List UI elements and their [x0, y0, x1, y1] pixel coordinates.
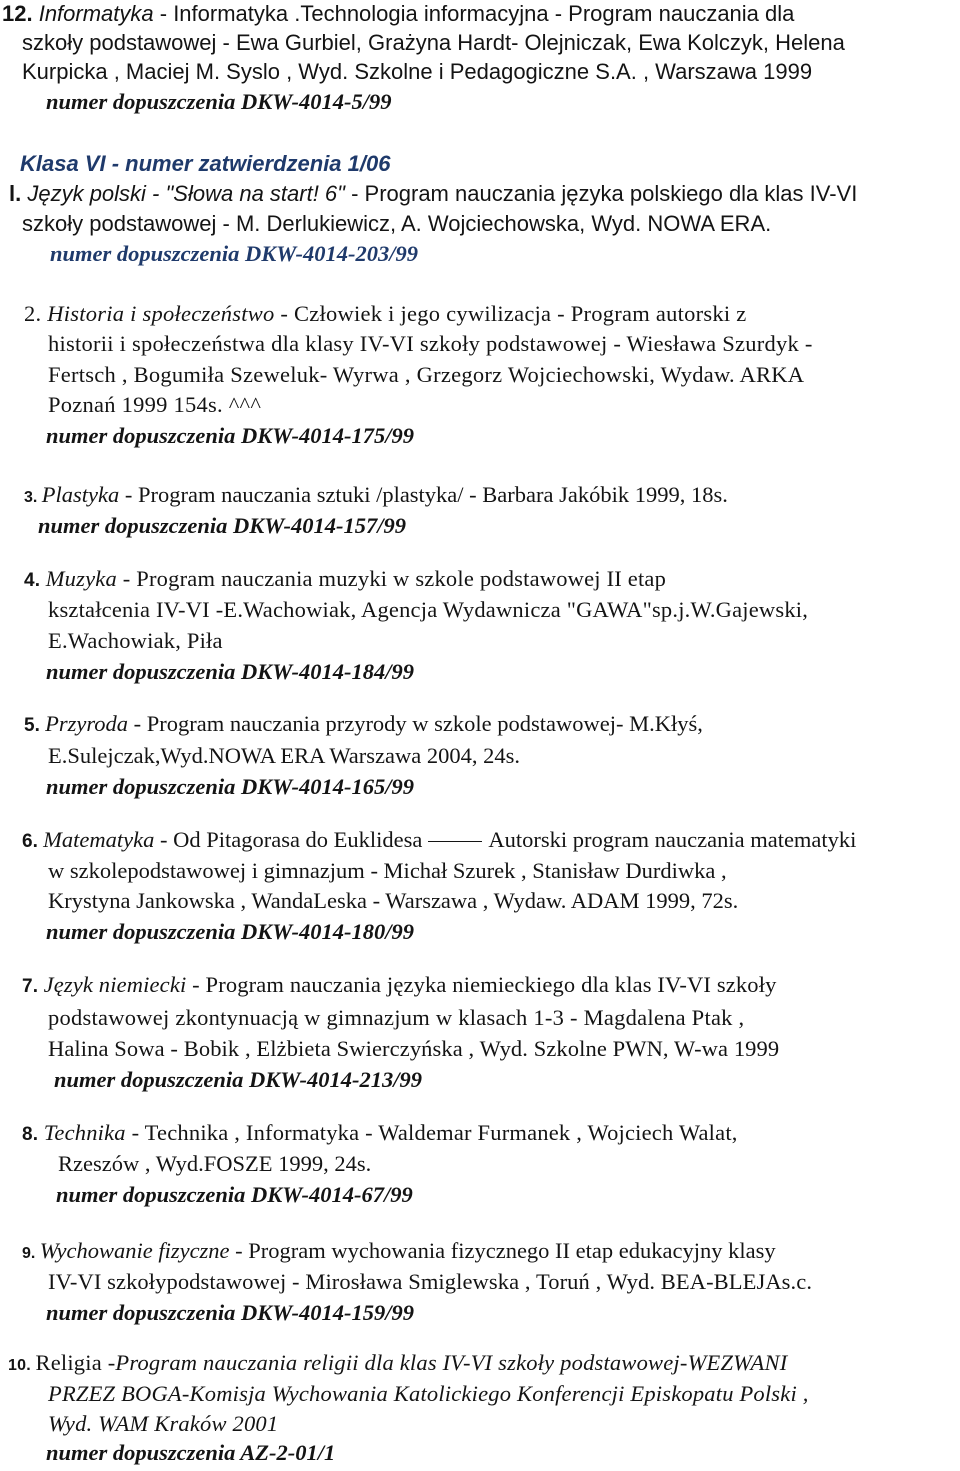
- item-8-number: 8.: [22, 1124, 44, 1145]
- item-1-number: l.: [9, 181, 28, 206]
- item-1-title: - Program nauczania języka polskiego dla klas IV-VI: [344, 181, 858, 206]
- item-5-line-2: E.Sulejczak,Wyd.NOWA ERA Warszawa 2004, 24s.: [48, 743, 520, 768]
- item-3-subject: Plastyka: [41, 482, 120, 507]
- item-1-subject: Język polski - "Słowa na start! 6": [27, 181, 345, 206]
- item-10-line-2: PRZEZ BOGA-Komisja Wychowania Katolickiego Konferencji Episkopatu Polski ,: [48, 1381, 809, 1406]
- item-12-title: - Informatyka .Technologia informacyjna - Program nauczania dla: [153, 1, 795, 26]
- item-2-number: 2.: [24, 301, 48, 326]
- item-3-number: 3.: [24, 489, 42, 506]
- item-7-line-3: Halina Sowa - Bobik , Elżbieta Swierczyńska , Wyd. Szkolne PWN, W-wa 1999: [48, 1036, 780, 1061]
- item-12-subject: Informatyka: [38, 1, 154, 26]
- item-5-approval-number: numer dopuszczenia DKW-4014-165/99: [46, 774, 414, 799]
- item-6-line-2: w szkolepodstawowej i gimnazjum - Michał Szurek , Stanisław Durdiwka ,: [48, 858, 727, 883]
- item-8-approval-number: numer dopuszczenia DKW-4014-67/99: [56, 1182, 413, 1207]
- item-3-line-1: [24, 481, 728, 512]
- item-2-title: - Człowiek i jego cywilizacja - Program autorski z: [274, 301, 747, 326]
- item-12-number: 12.: [2, 1, 39, 26]
- item-2-line-4: Poznań 1999 154s. ^^^: [48, 392, 262, 417]
- item-7-number: 7.: [22, 976, 44, 997]
- item-8-title: - Technika , Informatyka - Waldemar Furmanek , Wojciech Walat,: [125, 1120, 738, 1145]
- item-9-subject: Wychowanie fizyczne: [39, 1238, 230, 1263]
- item-12-line-2: szkoły podstawowej - Ewa Gurbiel, Grażyna Hardt- Olejniczak, Ewa Kolczyk, Helena: [22, 30, 845, 55]
- item-8-subject: Technika: [43, 1120, 126, 1145]
- item-2-subject: Historia i społeczeństwo: [47, 301, 275, 326]
- item-7-title: - Program nauczania języka niemieckiego dla klas IV-VI szkoły: [186, 972, 777, 997]
- item-10-number: 10.: [8, 1357, 36, 1374]
- item-8-line-1: [22, 1119, 738, 1149]
- item-3-title: - Program nauczania sztuki /plastyka/ - Barbara Jakóbik 1999, 18s.: [119, 482, 728, 507]
- item-1-line-2: szkoły podstawowej - M. Derlukiewicz, A. Wojciechowska, Wyd. NOWA ERA.: [22, 211, 772, 236]
- item-6-title: - Od Pitagorasa do Euklidesa: [154, 827, 423, 852]
- item-2-approval-number: numer dopuszczenia DKW-4014-175/99: [46, 423, 414, 448]
- item-2-line-2: historii i społeczeństwa dla klasy IV-VI szkoły podstawowej - Wiesława Szurdyk -: [48, 331, 813, 356]
- item-9-approval-number: numer dopuszczenia DKW-4014-159/99: [46, 1300, 414, 1325]
- item-10-approval-number: numer dopuszczenia AZ-2-01/1: [46, 1440, 336, 1465]
- item-6-line-3: Krystyna Jankowska , WandaLeska - Warszawa , Wydaw. ADAM 1999, 72s.: [48, 888, 739, 913]
- item-1-line-1: [9, 180, 857, 208]
- item-4-line-3: E.Wachowiak, Piła: [48, 628, 223, 653]
- item-7-line-1: [22, 971, 777, 1001]
- item-10-subject: Religia -: [35, 1350, 116, 1375]
- item-6-approval-number: numer dopuszczenia DKW-4014-180/99: [46, 919, 414, 944]
- item-6-subject: Matematyka: [43, 827, 155, 852]
- item-2-line-1: [24, 300, 747, 328]
- item-5-title: - Program nauczania przyrody w szkole podstawowej- M.Kłyś,: [128, 711, 703, 736]
- item-9-number: 9.: [22, 1245, 40, 1262]
- item-4-line-1: [24, 565, 666, 595]
- item-9-line-1: [22, 1237, 776, 1268]
- item-7-line-2: podstawowej zkontynuacją w gimnazjum w klasach 1-3 - Magdalena Ptak ,: [48, 1005, 745, 1030]
- item-9-title: - Program wychowania fizycznego II etap edukacyjny klasy: [229, 1238, 776, 1263]
- item-12-approval-number: numer dopuszczenia DKW-4014-5/99: [46, 89, 392, 114]
- item-4-title: - Program nauczania muzyki w szkole podstawowej II etap: [116, 566, 667, 591]
- item-5-number: 5.: [24, 715, 46, 736]
- em-dash: [428, 841, 482, 842]
- item-4-line-2: kształcenia IV-VI -E.Wachowiak, Agencja Wydawnicza "GAWA"sp.j.W.Gajewski,: [48, 597, 809, 622]
- item-4-number: 4.: [24, 570, 46, 591]
- item-4-approval-number: numer dopuszczenia DKW-4014-184/99: [46, 659, 414, 684]
- item-6-title-continued: Autorski program nauczania matematyki: [488, 827, 857, 852]
- item-10-line-1: [8, 1349, 787, 1380]
- item-6-number: 6.: [22, 831, 44, 852]
- item-4-subject: Muzyka: [45, 566, 117, 591]
- item-5-subject: Przyroda: [45, 711, 129, 736]
- item-10-line-3: Wyd. WAM Kraków 2001: [48, 1411, 279, 1436]
- item-7-subject: Język niemiecki: [43, 972, 187, 997]
- item-5-line-1: [24, 710, 703, 740]
- item-2-line-3: Fertsch , Bogumiła Szeweluk- Wyrwa , Grzegorz Wojciechowski, Wydaw. ARKA: [48, 362, 805, 387]
- item-9-line-2: IV-VI szkołypodstawowej - Mirosława Smiglewska , Toruń , Wyd. BEA-BLEJAs.c.: [48, 1269, 813, 1294]
- item-10-title: Program nauczania religii dla klas IV-VI szkoły podstawowej-WEZWANI: [115, 1350, 788, 1375]
- class-heading: Klasa VI - numer zatwierdzenia 1/06: [20, 151, 391, 176]
- item-12-line-3: Kurpicka , Maciej M. Syslo , Wyd. Szkolne i Pedagogiczne S.A. , Warszawa 1999: [22, 59, 813, 84]
- item-12-line-1: [2, 0, 794, 28]
- item-7-approval-number: numer dopuszczenia DKW-4014-213/99: [54, 1067, 422, 1092]
- item-8-line-2: Rzeszów , Wyd.FOSZE 1999, 24s.: [58, 1151, 372, 1176]
- item-6-line-1: [22, 826, 856, 856]
- item-1-approval-number: numer dopuszczenia DKW-4014-203/99: [50, 241, 418, 266]
- item-3-approval-number: numer dopuszczenia DKW-4014-157/99: [38, 513, 406, 538]
